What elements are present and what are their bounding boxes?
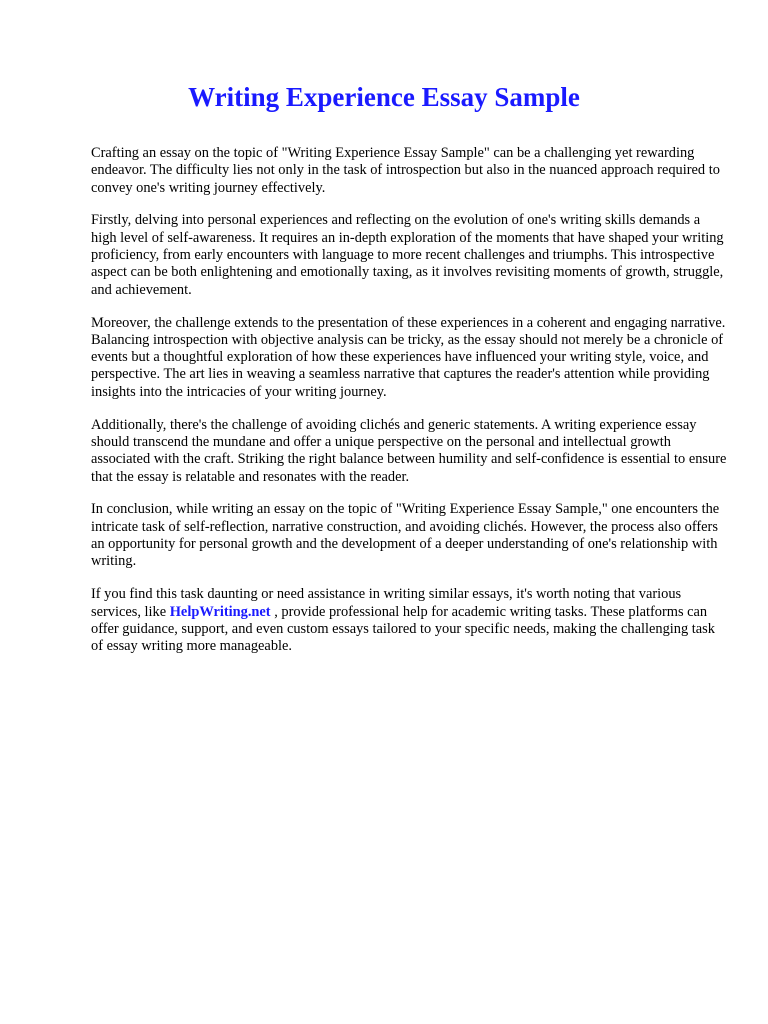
essay-body — [91, 145, 727, 671]
paragraph-intro: Crafting an essay on the topic of "Writing Experience Essay Sample" can be a challenging yet rewarding endeavor. The difficulty lies not only in the task of introspection but also in the nuanced approach required to convey one's writing journey effectively. — [91, 145, 720, 196]
paragraph-additionally: Additionally, there's the challenge of avoiding clichés and generic statements. A writing experience essay should transcend the mundane and offer a unique perspective on the personal and intellectual growth associated with the craft. Striking the right balance between humility and self-confidence is essential to ensure that the essay is relatable and resonates with the reader. — [91, 416, 727, 485]
paragraph-moreover: Moreover, the challenge extends to the presentation of these experiences in a coherent and engaging narrative. Balancing introspection with objective analysis can be tricky, as the essay should not merely be a chronicle of events but a thoughtful exploration of how these experiences have influenced your writing style, voice, and perspective. The art lies in weaving a seamless narrative that captures the reader's attention while providing insights into the intricacies of your writing journey. — [91, 314, 726, 400]
final-text-before-link: If you find this task daunting or need assistance in writing similar essays, it's worth noting that various services, like — [91, 586, 682, 620]
paragraph-final — [91, 586, 727, 655]
final-text-after-link: , provide professional help for academic writing tasks. These platforms can offer guidance, support, and even custom essays tailored to your specific needs, making the challenging task of essay writing more manageable. — [91, 603, 715, 655]
paragraph-conclusion: In conclusion, while writing an essay on the topic of "Writing Experience Essay Sample," one encounters the intricate task of self-reflection, narrative construction, and avoiding clichés. However, the process also offers an opportunity for personal growth and the development of a deeper understanding of one's relationship with writing. — [91, 501, 720, 570]
helpwriting-link[interactable]: HelpWriting.net — [169, 603, 271, 620]
page-title: Writing Experience Essay Sample — [188, 82, 580, 112]
paragraph-firstly: Firstly, delving into personal experiences and reflecting on the evolution of one's writing skills demands a high level of self-awareness. It requires an in-depth exploration of the moments that have shaped your writing proficiency, from early encounters with language to more recent challenges and triumphs. This introspective aspect can be both enlightening and emotionally taxing, as it involves revisiting moments of growth, struggle, and achievement. — [91, 212, 724, 298]
